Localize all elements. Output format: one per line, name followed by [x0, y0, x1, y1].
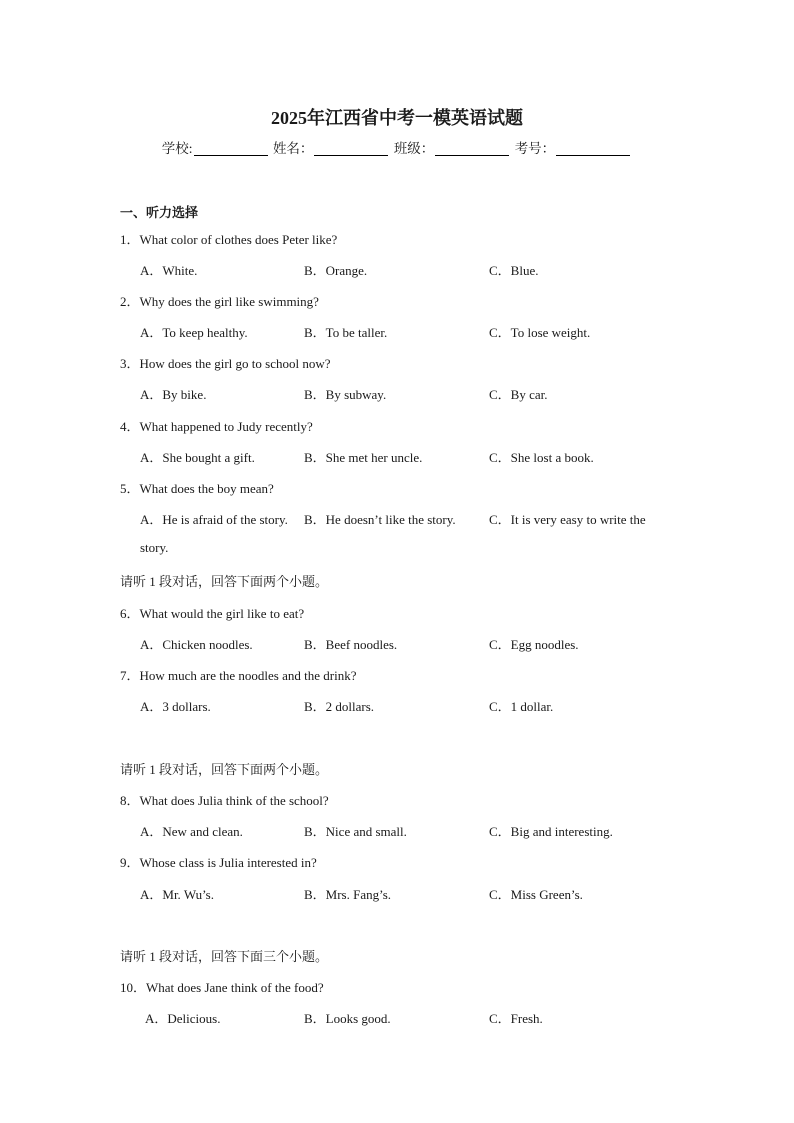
option-c: C．Fresh. — [489, 1011, 543, 1026]
question: 5．What does the boy mean? — [120, 481, 274, 496]
question: 3．How does the girl go to school now? — [120, 356, 331, 371]
question: 9．Whose class is Julia interested in? — [120, 855, 317, 870]
name-label: 姓名： — [272, 141, 314, 156]
class-blank[interactable] — [435, 141, 509, 156]
section-heading: 一、听力选择 — [120, 205, 199, 220]
option-b: B．Orange. — [304, 263, 368, 278]
question: 4．What happened to Judy recently? — [120, 419, 313, 434]
option-a: A．Mr. Wu’s. — [140, 887, 214, 902]
listening-instruction: 请听 1 段对话，回答下面两个小题。 — [120, 574, 329, 589]
option-a: A．Chicken noodles. — [140, 637, 253, 652]
question: 10．What does Jane think of the food? — [120, 980, 324, 995]
option-b: B．She met her uncle. — [304, 450, 423, 465]
listening-instruction: 请听 1 段对话，回答下面三个小题。 — [120, 949, 329, 964]
option-b: B．Looks good. — [304, 1011, 391, 1026]
option-c: C．It is very easy to write the — [489, 512, 646, 527]
exam-title: 2025年江西省中考一模英语试题 — [271, 108, 523, 128]
option-a: A．White. — [140, 263, 198, 278]
school-blank[interactable] — [194, 141, 268, 156]
option-c: C．Big and interesting. — [489, 824, 613, 839]
option-c: C．Egg noodles. — [489, 637, 579, 652]
option-a: A．By bike. — [140, 387, 207, 402]
option-c: C．Blue. — [489, 263, 539, 278]
option-a: A．3 dollars. — [140, 699, 211, 714]
question: 8．What does Julia think of the school? — [120, 793, 329, 808]
option-c: C．To lose weight. — [489, 325, 591, 340]
option-b: B．Nice and small. — [304, 824, 407, 839]
student-info-line — [0, 137, 794, 157]
option-b: B．2 dollars. — [304, 699, 375, 714]
class-label: 班级： — [393, 141, 435, 156]
question: 1．What color of clothes does Peter like? — [120, 232, 338, 247]
school-label: 学校: — [161, 141, 193, 156]
option-b: B．Beef noodles. — [304, 637, 398, 652]
option-a: A．He is afraid of the story. — [140, 512, 288, 527]
question: 2．Why does the girl like swimming? — [120, 294, 319, 309]
exam-number-label: 考号： — [514, 141, 556, 156]
option-c: C．Miss Green’s. — [489, 887, 583, 902]
option-a: A．Delicious. — [145, 1011, 221, 1026]
option-c-continued: story. — [140, 540, 169, 555]
option-b: B．Mrs. Fang’s. — [304, 887, 392, 902]
option-b: B．He doesn’t like the story. — [304, 512, 456, 527]
listening-instruction: 请听 1 段对话，回答下面两个小题。 — [120, 762, 329, 777]
option-c: C．1 dollar. — [489, 699, 554, 714]
option-c: C．She lost a book. — [489, 450, 594, 465]
option-a: A．New and clean. — [140, 824, 243, 839]
option-c: C．By car. — [489, 387, 548, 402]
option-b: B．To be taller. — [304, 325, 388, 340]
name-blank[interactable] — [314, 141, 388, 156]
question: 6．What would the girl like to eat? — [120, 606, 305, 621]
question: 7．How much are the noodles and the drink? — [120, 668, 357, 683]
option-a: A．To keep healthy. — [140, 325, 248, 340]
option-b: B．By subway. — [304, 387, 387, 402]
exam-number-blank[interactable] — [556, 141, 630, 156]
option-a: A．She bought a gift. — [140, 450, 255, 465]
